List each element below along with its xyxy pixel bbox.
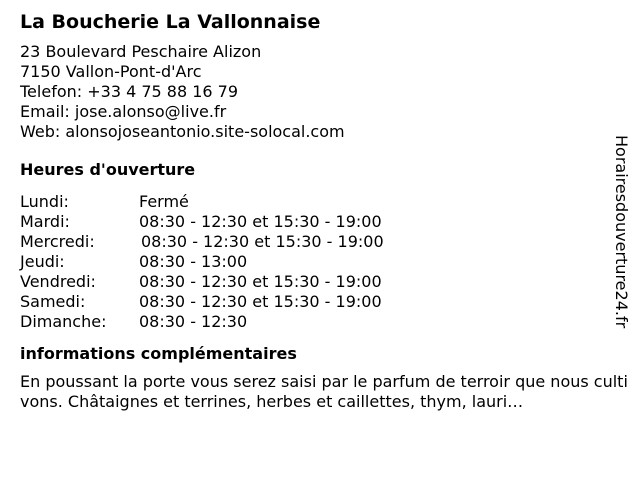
info-heading: informations complémentaires [20,344,297,363]
time-value: Fermé [139,192,189,211]
hours-row-lundi [20,192,632,212]
time-value: 08:30 - 12:30 et 15:30 - 19:00 [139,212,382,231]
day-label: Lundi: [20,192,69,211]
contact-block [20,42,632,142]
day-label: Mardi: [20,212,70,231]
hours-row-samedi [20,292,632,312]
day-label: Samedi: [20,292,86,311]
time-value: 08:30 - 12:30 et 15:30 - 19:00 [139,272,382,291]
time-value: 08:30 - 12:30 [139,312,248,331]
day-label: Jeudi: [20,252,65,271]
info-description: En poussant la porte vous serez saisi par le parfum de terroir que nous cultivons. Châtaignes et terrines, herbes et caillettes, thym, lauri… [20,372,628,411]
business-name: La Boucherie La Vallonnaise [20,11,321,33]
phone-text: Telefon: +33 4 75 88 16 79 [20,82,239,101]
site-watermark: Horairesdouverture24.fr [612,135,631,329]
hours-row-jeudi [20,252,632,272]
time-value: 08:30 - 12:30 et 15:30 - 19:00 [141,232,384,251]
day-label: Mercredi: [20,232,95,251]
web-text: Web: alonsojoseantonio.site-solocal.com [20,122,345,141]
time-value: 08:30 - 13:00 [139,252,248,271]
day-label: Dimanche: [20,312,107,331]
hours-heading: Heures d'ouverture [20,160,196,179]
address-street: 23 Boulevard Peschaire Alizon [20,42,262,61]
email-text: Email: jose.alonso@live.fr [20,102,227,121]
hours-row-mardi [20,212,632,232]
time-value: 08:30 - 12:30 et 15:30 - 19:00 [139,292,382,311]
day-label: Vendredi: [20,272,96,291]
hours-row-mercredi [20,232,632,252]
business-card [20,10,632,412]
hours-row-vendredi [20,272,632,292]
hours-row-dimanche [20,312,632,332]
hours-table [20,192,632,332]
address-city: 7150 Vallon-Pont-d'Arc [20,62,202,81]
